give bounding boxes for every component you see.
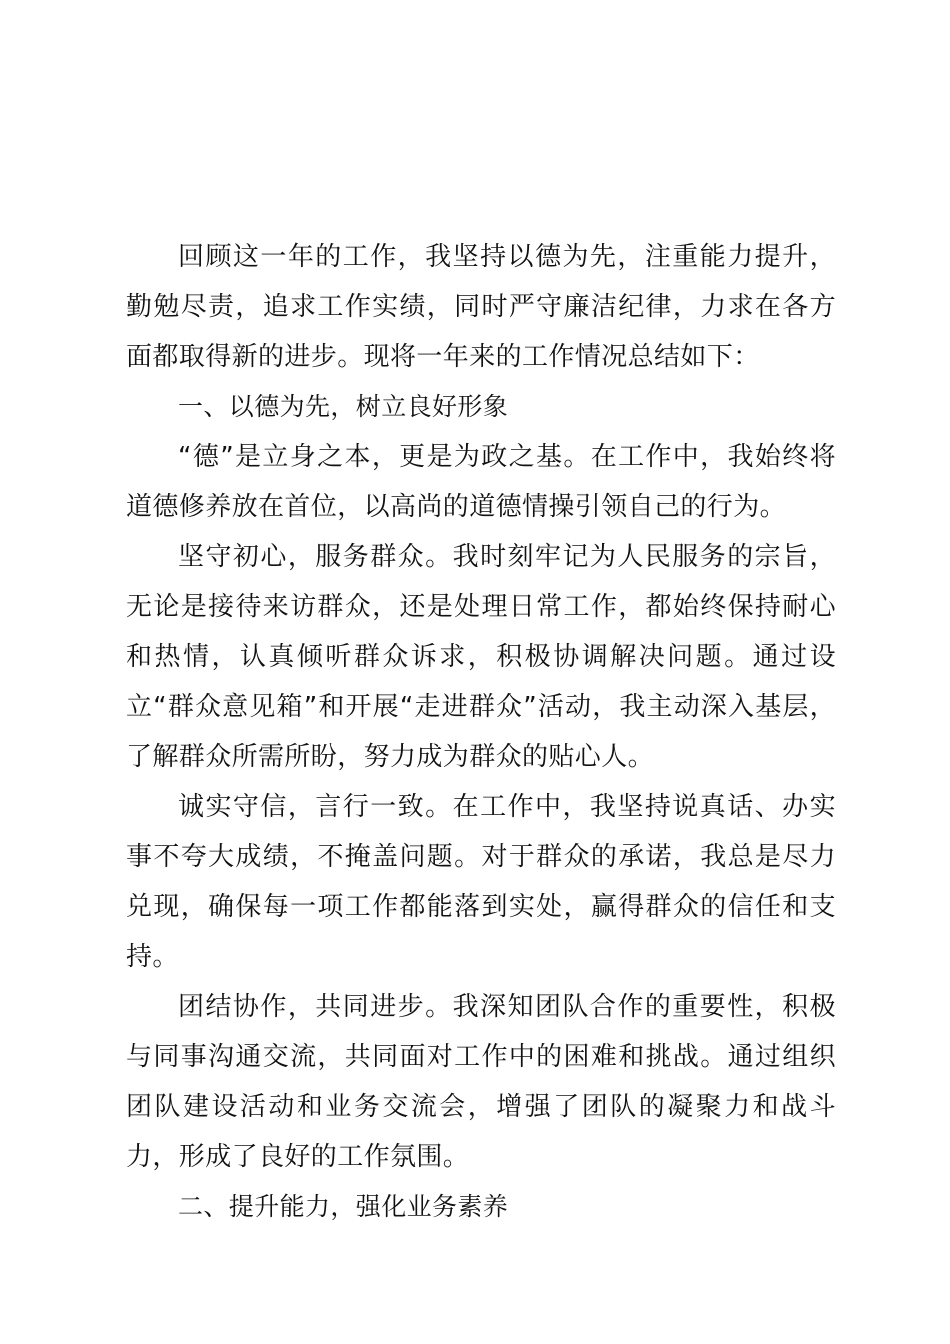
virtue-paragraph: “德”是立身之本，更是为政之基。在工作中，我始终将道德修养放在首位，以高尚的道德情操引领自己的行为。 — [126, 442, 836, 522]
section-heading-2: 二、提升能力，强化业务素养 — [178, 1192, 509, 1221]
honesty-paragraph: 诚实守信，言行一致。在工作中，我坚持说真话、办实事不夸大成绩，不掩盖问题。对于群众的承诺，我总是尽力兑现，确保每一项工作都能落到实处，赢得群众的信任和支持。 — [126, 792, 836, 972]
document-body — [126, 232, 836, 1232]
section-heading-1: 一、以德为先，树立良好形象 — [178, 392, 509, 421]
serve-people-paragraph: 坚守初心，服务群众。我时刻牢记为人民服务的宗旨，无论是接待来访群众，还是处理日常工作，都始终保持耐心和热情，认真倾听群众诉求，积极协调解决问题。通过设立“群众意见箱”和开展“走进群众”活动，我主动深入基层，了解群众所需所盼，努力成为群众的贴心人。 — [126, 542, 836, 772]
teamwork-paragraph: 团结协作，共同进步。我深知团队合作的重要性，积极与同事沟通交流，共同面对工作中的困难和挑战。通过组织团队建设活动和业务交流会，增强了团队的凝聚力和战斗力，形成了良好的工作氛围。 — [126, 992, 836, 1172]
intro-paragraph: 回顾这一年的工作，我坚持以德为先，注重能力提升，勤勉尽责，追求工作实绩，同时严守廉洁纪律，力求在各方面都取得新的进步。现将一年来的工作情况总结如下： — [126, 242, 836, 372]
